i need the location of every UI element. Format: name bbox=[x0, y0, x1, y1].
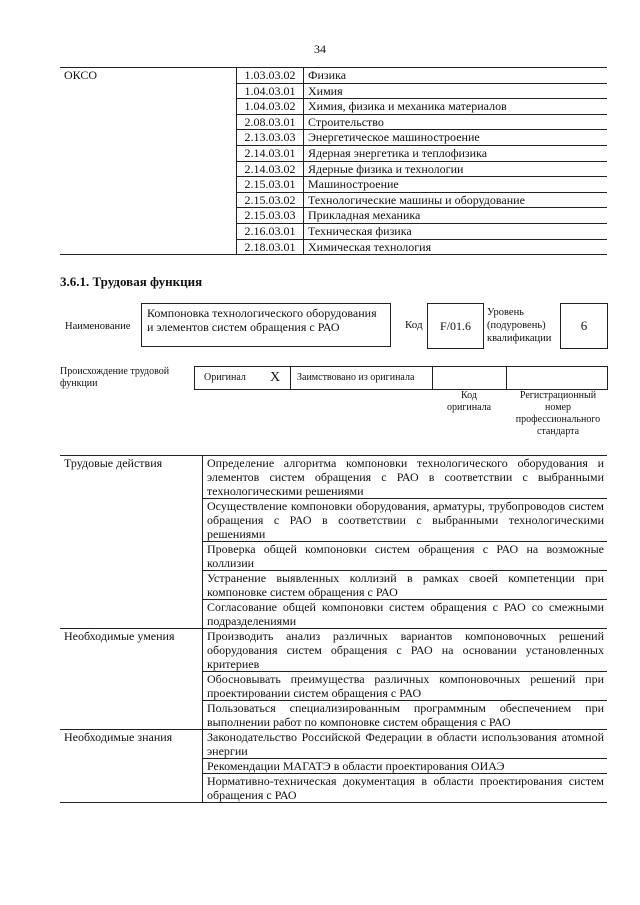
labour-actions-item: Осуществление компоновки оборудования, арматуры, трубопроводов систем обращения с РАО в соответствии с выбранными технологическими решениями bbox=[203, 499, 608, 542]
skills-label: Необходимые умения bbox=[60, 629, 203, 730]
code-original-line-1: Код bbox=[461, 390, 477, 401]
code-original-label bbox=[434, 390, 504, 414]
origin-divider bbox=[506, 367, 507, 389]
section-title: 3.6.1. Трудовая функция bbox=[60, 274, 203, 289]
okso-code: 2.14.03.02 bbox=[237, 161, 304, 177]
code-original-line-2: оригинала bbox=[446, 402, 492, 413]
okso-name: Техническая физика bbox=[304, 223, 608, 239]
labour-actions-item: Определение алгоритма компоновки технологического оборудования и элементов систем обращения с РАО в соответствии с выбранными технологическими решениями bbox=[203, 456, 608, 499]
okso-code: 2.15.03.03 bbox=[237, 208, 304, 224]
reg-line-1: Регистрационный bbox=[519, 390, 597, 401]
origin-label: Происхождение трудовой функции bbox=[60, 366, 170, 389]
skills-item: Пользоваться специализированным программным обеспечением при выполнении работ по компоновке систем обращения с РАО bbox=[203, 701, 608, 730]
level-label-line-1: Уровень bbox=[487, 307, 524, 318]
okso-table bbox=[60, 67, 607, 255]
okso-name: Химия, физика и механика материалов bbox=[304, 99, 608, 115]
skills-row bbox=[60, 629, 607, 672]
level-label-line-2: (подуровень) bbox=[487, 320, 546, 331]
knowledge-label: Необходимые знания bbox=[60, 730, 203, 803]
labour-actions-item: Устранение выявленных коллизий в рамках своей компетенции при компоновке систем обращения с РАО bbox=[203, 571, 608, 600]
okso-code: 1.03.03.02 bbox=[237, 68, 304, 84]
okso-name: Машиностроение bbox=[304, 177, 608, 193]
origin-divider bbox=[607, 367, 608, 389]
okso-name: Технологические машины и оборудование bbox=[304, 192, 608, 208]
okso-code: 1.04.03.02 bbox=[237, 99, 304, 115]
original-mark: X bbox=[270, 370, 281, 385]
okso-name: Физика bbox=[304, 68, 608, 84]
okso-name: Химия bbox=[304, 83, 608, 99]
okso-code: 2.13.03.03 bbox=[237, 130, 304, 146]
knowledge-row bbox=[60, 730, 607, 759]
okso-row bbox=[60, 68, 607, 84]
level-label-line-3: квалификации bbox=[487, 333, 552, 344]
page-number: 34 bbox=[314, 42, 326, 56]
okso-name: Энергетическое машиностроение bbox=[304, 130, 608, 146]
skills-item: Производить анализ различных вариантов компоновочных решений оборудования систем обращения с РАО на основании установленных критериев bbox=[203, 629, 608, 672]
skills-item: Обосновывать преимущества различных компоновочных решений при проектировании систем обращения с РАО bbox=[203, 672, 608, 701]
origin-divider bbox=[194, 367, 195, 389]
okso-name: Строительство bbox=[304, 114, 608, 130]
okso-code: 2.08.03.01 bbox=[237, 114, 304, 130]
name-value-box: Компоновка технологического оборудования и элементов систем обращения с РАО bbox=[141, 303, 391, 347]
okso-code: 1.04.03.01 bbox=[237, 83, 304, 99]
code-value-box: F/01.6 bbox=[427, 303, 484, 349]
knowledge-item: Рекомендации МАГАТЭ в области проектирования ОИАЭ bbox=[203, 759, 608, 774]
knowledge-item: Нормативно-техническая документация в области проектирования систем обращения с РАО bbox=[203, 774, 608, 803]
name-label: Наименование bbox=[65, 321, 131, 332]
labour-actions-item: Проверка общей компоновки систем обращения с РАО на возможные коллизии bbox=[203, 542, 608, 571]
labour-function-table bbox=[60, 455, 607, 803]
reg-line-2: номер bbox=[545, 402, 571, 413]
okso-code: 2.15.03.02 bbox=[237, 192, 304, 208]
borrowed-label: Заимствовано из оригинала bbox=[297, 372, 415, 383]
labour-actions-label: Трудовые действия bbox=[60, 456, 203, 629]
origin-divider bbox=[432, 367, 433, 389]
origin-row bbox=[194, 366, 608, 390]
original-label: Оригинал bbox=[204, 372, 246, 383]
okso-code: 2.18.03.01 bbox=[237, 239, 304, 255]
registration-number-label bbox=[508, 390, 608, 438]
level-value-box: 6 bbox=[560, 303, 608, 349]
level-label bbox=[487, 306, 551, 345]
knowledge-item: Законодательство Российской Федерации в области использования атомной энергии bbox=[203, 730, 608, 759]
labour-actions-item: Согласование общей компоновки систем обращения с РАО со смежными подразделениями bbox=[203, 600, 608, 629]
okso-name: Ядерные физика и технологии bbox=[304, 161, 608, 177]
okso-name: Химическая технология bbox=[304, 239, 608, 255]
origin-divider bbox=[290, 367, 291, 389]
okso-name: Прикладная механика bbox=[304, 208, 608, 224]
okso-code: 2.16.03.01 bbox=[237, 223, 304, 239]
okso-code: 2.14.03.01 bbox=[237, 145, 304, 161]
okso-name: Ядерная энергетика и теплофизика bbox=[304, 145, 608, 161]
labour-actions-row bbox=[60, 456, 607, 499]
code-label: Код bbox=[405, 319, 423, 331]
reg-line-3: профессионального bbox=[515, 414, 601, 425]
okso-label: ОКСО bbox=[60, 68, 237, 255]
reg-line-4: стандарта bbox=[536, 426, 580, 437]
okso-code: 2.15.03.01 bbox=[237, 177, 304, 193]
